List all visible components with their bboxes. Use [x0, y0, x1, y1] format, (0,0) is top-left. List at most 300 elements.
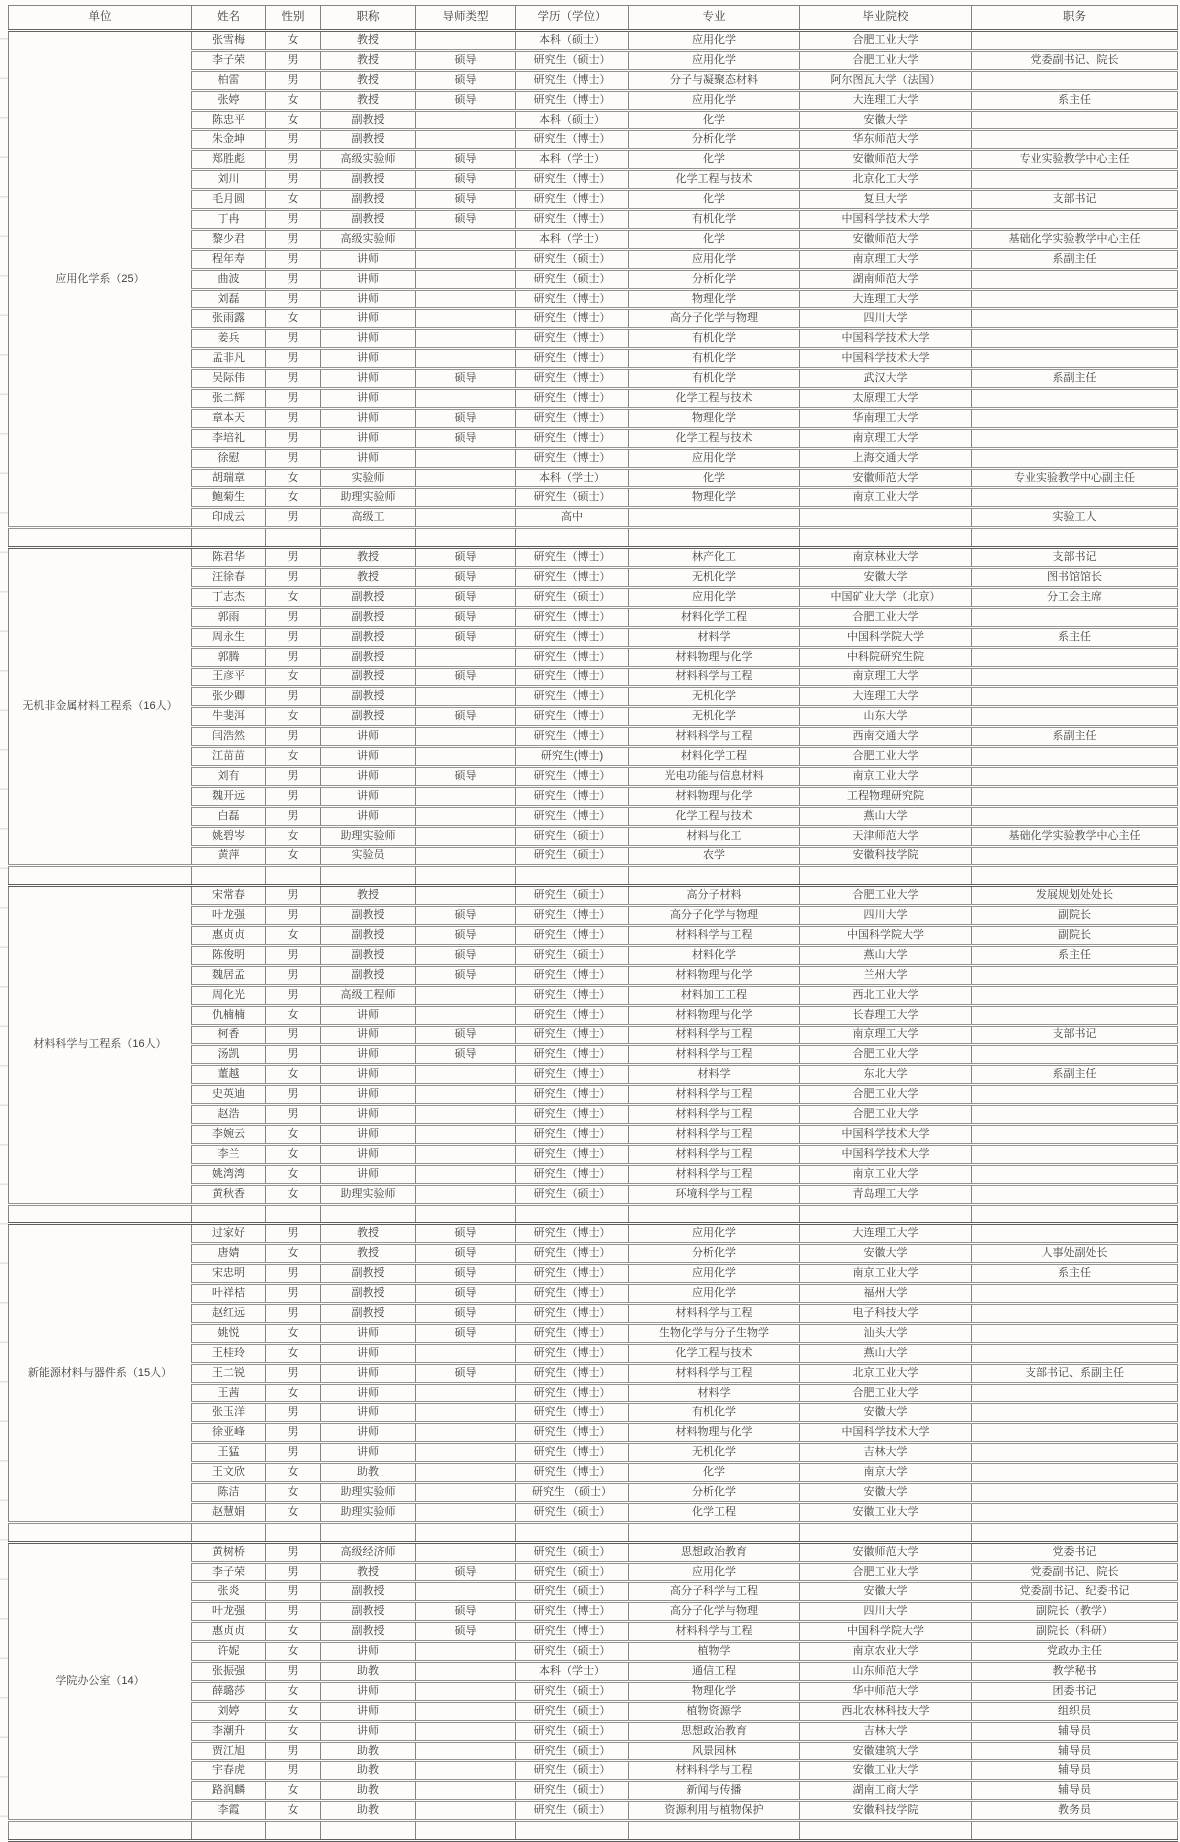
empty-cell — [321, 528, 416, 548]
cell-title: 讲师 — [321, 1443, 416, 1463]
cell-school: 安徽工业大学 — [800, 1761, 972, 1781]
cell-major: 风景园林 — [629, 1741, 800, 1761]
cell-position — [972, 647, 1178, 667]
cell-title: 助教 — [321, 1761, 416, 1781]
cell-position — [972, 1463, 1178, 1483]
empty-cell — [9, 866, 192, 886]
cell-education: 研究生（博士） — [516, 1602, 629, 1622]
cell-school: 合肥工业大学 — [800, 886, 972, 906]
cell-school: 合肥工业大学 — [800, 31, 972, 51]
cell-advisor-type: 硕导 — [416, 1602, 516, 1622]
empty-cell — [516, 1522, 629, 1542]
cell-advisor-type: 硕导 — [416, 1244, 516, 1264]
cell-gender: 女 — [266, 926, 321, 946]
cell-school: 安徽建筑大学 — [800, 1741, 972, 1761]
cell-name: 江苗苗 — [192, 747, 266, 767]
cell-major: 材料物理与化学 — [629, 965, 800, 985]
cell-advisor-type — [416, 1701, 516, 1721]
unit-cell: 应用化学系（25） — [9, 31, 192, 528]
cell-gender: 男 — [266, 369, 321, 389]
cell-major: 应用化学 — [629, 249, 800, 269]
cell-position: 副院长 — [972, 906, 1178, 926]
cell-education: 研究生（博士） — [516, 548, 629, 568]
cell-position: 系主任 — [972, 90, 1178, 110]
cell-name: 许妮 — [192, 1642, 266, 1662]
cell-school: 燕山大学 — [800, 806, 972, 826]
table-row — [9, 31, 1178, 51]
cell-gender: 男 — [266, 1304, 321, 1324]
cell-school: 合肥工业大学 — [800, 1105, 972, 1125]
cell-title: 助教 — [321, 1741, 416, 1761]
cell-education: 高中 — [516, 508, 629, 528]
cell-school: 山东师范大学 — [800, 1662, 972, 1682]
cell-name: 柯香 — [192, 1025, 266, 1045]
cell-position — [972, 1423, 1178, 1443]
cell-name: 柏雷 — [192, 70, 266, 90]
cell-education: 研究生（博士） — [516, 1124, 629, 1144]
cell-major: 高分子化学与物理 — [629, 906, 800, 926]
cell-advisor-type — [416, 448, 516, 468]
cell-gender: 男 — [266, 70, 321, 90]
cell-position: 党委副书记、院长 — [972, 50, 1178, 70]
cell-name: 鲍菊生 — [192, 488, 266, 508]
cell-major: 化学工程 — [629, 1502, 800, 1522]
cell-position — [972, 408, 1178, 428]
cell-advisor-type — [416, 1423, 516, 1443]
cell-gender: 女 — [266, 1681, 321, 1701]
cell-advisor-type — [416, 1741, 516, 1761]
cell-position — [972, 1304, 1178, 1324]
empty-cell — [9, 1821, 192, 1841]
cell-position — [972, 349, 1178, 369]
cell-major: 应用化学 — [629, 448, 800, 468]
cell-position: 教务员 — [972, 1801, 1178, 1821]
cell-education: 研究生（博士） — [516, 1343, 629, 1363]
cell-gender: 男 — [266, 687, 321, 707]
cell-title: 讲师 — [321, 448, 416, 468]
cell-major: 无机化学 — [629, 707, 800, 727]
cell-name: 陈忠平 — [192, 110, 266, 130]
cell-position: 辅导员 — [972, 1781, 1178, 1801]
cell-major: 物理化学 — [629, 1681, 800, 1701]
cell-title: 助教 — [321, 1662, 416, 1682]
cell-advisor-type — [416, 1144, 516, 1164]
cell-gender: 女 — [266, 1502, 321, 1522]
sheet-left-gutter — [0, 0, 8, 1836]
cell-school: 安徽科技学院 — [800, 846, 972, 866]
cell-advisor-type: 硕导 — [416, 170, 516, 190]
cell-position: 基础化学实验教学中心主任 — [972, 229, 1178, 249]
cell-gender: 女 — [266, 468, 321, 488]
empty-cell — [9, 528, 192, 548]
cell-title: 实验员 — [321, 846, 416, 866]
cell-name: 赵浩 — [192, 1105, 266, 1125]
cell-position — [972, 766, 1178, 786]
cell-major: 无机化学 — [629, 687, 800, 707]
cell-major: 植物学 — [629, 1642, 800, 1662]
cell-school: 安徽大学 — [800, 1582, 972, 1602]
cell-title: 副教授 — [321, 926, 416, 946]
cell-major: 应用化学 — [629, 1224, 800, 1244]
cell-advisor-type — [416, 468, 516, 488]
cell-name: 张婷 — [192, 90, 266, 110]
cell-advisor-type: 硕导 — [416, 906, 516, 926]
cell-name: 黄萍 — [192, 846, 266, 866]
cell-position — [972, 1403, 1178, 1423]
cell-gender: 男 — [266, 1582, 321, 1602]
cell-advisor-type — [416, 1443, 516, 1463]
section-separator-row — [9, 1522, 1178, 1542]
empty-cell — [629, 866, 800, 886]
cell-position: 系主任 — [972, 945, 1178, 965]
cell-title: 讲师 — [321, 269, 416, 289]
cell-gender: 男 — [266, 1085, 321, 1105]
cell-advisor-type — [416, 1761, 516, 1781]
cell-title: 高级实验师 — [321, 229, 416, 249]
cell-gender: 男 — [266, 1662, 321, 1682]
cell-position — [972, 786, 1178, 806]
cell-major: 分子与凝聚态材料 — [629, 70, 800, 90]
cell-gender: 女 — [266, 190, 321, 210]
cell-education: 研究生（硕士） — [516, 1781, 629, 1801]
cell-education: 研究生（博士） — [516, 1025, 629, 1045]
cell-title: 教授 — [321, 1224, 416, 1244]
cell-title: 讲师 — [321, 1343, 416, 1363]
cell-gender: 男 — [266, 945, 321, 965]
cell-title: 助理实验师 — [321, 826, 416, 846]
cell-education: 研究生（博士） — [516, 1622, 629, 1642]
cell-title: 讲师 — [321, 1403, 416, 1423]
cell-title: 讲师 — [321, 349, 416, 369]
cell-gender: 男 — [266, 150, 321, 170]
cell-position: 专业实验教学中心副主任 — [972, 468, 1178, 488]
cell-education: 研究生（博士） — [516, 806, 629, 826]
empty-cell — [629, 1821, 800, 1841]
cell-major: 材料科学与工程 — [629, 727, 800, 747]
cell-title: 副教授 — [321, 1264, 416, 1284]
cell-title: 高级工 — [321, 508, 416, 528]
cell-position — [972, 965, 1178, 985]
cell-title: 副教授 — [321, 1622, 416, 1642]
cell-advisor-type: 硕导 — [416, 1622, 516, 1642]
table-row — [9, 1542, 1178, 1562]
cell-school: 四川大学 — [800, 1602, 972, 1622]
cell-title: 教授 — [321, 70, 416, 90]
cell-name: 宇春虎 — [192, 1761, 266, 1781]
cell-gender: 男 — [266, 1224, 321, 1244]
cell-title: 副教授 — [321, 687, 416, 707]
cell-education: 研究生（博士） — [516, 329, 629, 349]
cell-major: 化学 — [629, 229, 800, 249]
cell-title: 助教 — [321, 1801, 416, 1821]
cell-gender: 男 — [266, 548, 321, 568]
cell-education: 研究生（博士） — [516, 1363, 629, 1383]
cell-advisor-type: 硕导 — [416, 90, 516, 110]
cell-position: 党委副书记、纪委书记 — [972, 1582, 1178, 1602]
cell-school: 电子科技大学 — [800, 1304, 972, 1324]
cell-gender: 男 — [266, 906, 321, 926]
empty-cell — [516, 866, 629, 886]
cell-name: 陈君华 — [192, 548, 266, 568]
cell-title: 副教授 — [321, 607, 416, 627]
cell-gender: 男 — [266, 408, 321, 428]
cell-gender: 女 — [266, 1781, 321, 1801]
cell-school: 大连理工大学 — [800, 1224, 972, 1244]
cell-major: 思想政治教育 — [629, 1721, 800, 1741]
cell-title: 助理实验师 — [321, 488, 416, 508]
cell-advisor-type: 硕导 — [416, 1363, 516, 1383]
cell-position: 系副主任 — [972, 727, 1178, 747]
cell-education: 研究生（硕士） — [516, 1801, 629, 1821]
cell-advisor-type: 硕导 — [416, 190, 516, 210]
cell-title: 讲师 — [321, 1721, 416, 1741]
cell-title: 教授 — [321, 1244, 416, 1264]
cell-advisor-type — [416, 1681, 516, 1701]
cell-gender: 男 — [266, 985, 321, 1005]
cell-name: 胡瑞章 — [192, 468, 266, 488]
column-header-major: 专业 — [629, 6, 800, 31]
cell-title: 教授 — [321, 568, 416, 588]
cell-education: 研究生（博士） — [516, 1144, 629, 1164]
table-row — [9, 548, 1178, 568]
cell-school: 合肥工业大学 — [800, 1045, 972, 1065]
empty-cell — [516, 528, 629, 548]
cell-title: 副教授 — [321, 945, 416, 965]
cell-position — [972, 130, 1178, 150]
cell-gender: 男 — [266, 1423, 321, 1443]
cell-education: 本科（硕士） — [516, 110, 629, 130]
cell-name: 姚碧岑 — [192, 826, 266, 846]
cell-advisor-type — [416, 1184, 516, 1204]
cell-position — [972, 1383, 1178, 1403]
cell-education: 研究生（博士） — [516, 1085, 629, 1105]
cell-advisor-type: 硕导 — [416, 1224, 516, 1244]
cell-name: 孟非凡 — [192, 349, 266, 369]
empty-cell — [192, 1821, 266, 1841]
cell-position: 人事处副处长 — [972, 1244, 1178, 1264]
empty-cell — [416, 1204, 516, 1224]
cell-education: 研究生（硕士） — [516, 50, 629, 70]
cell-name: 惠贞贞 — [192, 926, 266, 946]
cell-position — [972, 667, 1178, 687]
cell-school: 西南交通大学 — [800, 727, 972, 747]
cell-major: 无机化学 — [629, 568, 800, 588]
cell-gender: 女 — [266, 1144, 321, 1164]
cell-gender: 男 — [266, 886, 321, 906]
empty-cell — [321, 866, 416, 886]
cell-school: 安徽大学 — [800, 1403, 972, 1423]
cell-position — [972, 1105, 1178, 1125]
cell-position — [972, 1045, 1178, 1065]
cell-major: 材料物理与化学 — [629, 1423, 800, 1443]
cell-education: 研究生（博士） — [516, 448, 629, 468]
cell-education: 研究生（博士） — [516, 1244, 629, 1264]
cell-gender: 男 — [266, 627, 321, 647]
cell-position — [972, 1144, 1178, 1164]
cell-position — [972, 1483, 1178, 1503]
cell-major: 有机化学 — [629, 369, 800, 389]
cell-advisor-type — [416, 1383, 516, 1403]
cell-position: 团委书记 — [972, 1681, 1178, 1701]
cell-gender: 女 — [266, 1483, 321, 1503]
cell-school: 合肥工业大学 — [800, 1562, 972, 1582]
cell-advisor-type: 硕导 — [416, 766, 516, 786]
cell-position: 实验工人 — [972, 508, 1178, 528]
empty-cell — [800, 866, 972, 886]
cell-education: 研究生（博士） — [516, 965, 629, 985]
cell-name: 仇楠楠 — [192, 1005, 266, 1025]
cell-title: 教授 — [321, 1562, 416, 1582]
cell-position: 教学秘书 — [972, 1662, 1178, 1682]
cell-name: 李子荣 — [192, 1562, 266, 1582]
cell-name: 毛月圆 — [192, 190, 266, 210]
cell-major: 材料科学与工程 — [629, 1304, 800, 1324]
empty-cell — [972, 1522, 1178, 1542]
cell-advisor-type — [416, 349, 516, 369]
cell-education: 研究生（博士） — [516, 309, 629, 329]
cell-title: 讲师 — [321, 309, 416, 329]
column-header-position: 职务 — [972, 6, 1178, 31]
unit-cell: 学院办公室（14） — [9, 1542, 192, 1820]
cell-major: 材料物理与化学 — [629, 786, 800, 806]
cell-title: 高级实验师 — [321, 150, 416, 170]
cell-education: 研究生（硕士） — [516, 1681, 629, 1701]
cell-position — [972, 1443, 1178, 1463]
cell-advisor-type: 硕导 — [416, 369, 516, 389]
cell-name: 叶祥桔 — [192, 1284, 266, 1304]
cell-gender: 男 — [266, 1562, 321, 1582]
cell-school: 合肥工业大学 — [800, 607, 972, 627]
cell-name: 宋常春 — [192, 886, 266, 906]
cell-education: 研究生（博士） — [516, 1304, 629, 1324]
cell-gender: 男 — [266, 1542, 321, 1562]
cell-position: 系主任 — [972, 627, 1178, 647]
cell-major: 化学工程与技术 — [629, 428, 800, 448]
cell-position: 党政办主任 — [972, 1642, 1178, 1662]
table-row — [9, 886, 1178, 906]
cell-major: 无机化学 — [629, 1443, 800, 1463]
cell-major: 物理化学 — [629, 488, 800, 508]
cell-gender: 男 — [266, 965, 321, 985]
cell-gender: 女 — [266, 1343, 321, 1363]
cell-major: 植物资源学 — [629, 1701, 800, 1721]
cell-name: 李婉云 — [192, 1124, 266, 1144]
cell-major: 材料科学与工程 — [629, 926, 800, 946]
cell-position: 系副主任 — [972, 369, 1178, 389]
cell-advisor-type — [416, 309, 516, 329]
cell-school: 大连理工大学 — [800, 90, 972, 110]
cell-name: 刘有 — [192, 766, 266, 786]
cell-major: 化学 — [629, 1463, 800, 1483]
cell-school: 阿尔图瓦大学（法国） — [800, 70, 972, 90]
cell-name: 叶龙强 — [192, 906, 266, 926]
cell-name: 史英迪 — [192, 1085, 266, 1105]
cell-school: 中国矿业大学（北京） — [800, 587, 972, 607]
cell-school: 合肥工业大学 — [800, 1085, 972, 1105]
cell-major: 高分子化学与物理 — [629, 309, 800, 329]
cell-major: 化学工程与技术 — [629, 170, 800, 190]
cell-position: 辅导员 — [972, 1721, 1178, 1741]
cell-gender: 男 — [266, 329, 321, 349]
cell-education: 研究生（博士） — [516, 1323, 629, 1343]
cell-advisor-type: 硕导 — [416, 1045, 516, 1065]
cell-school: 中国科学技术大学 — [800, 1144, 972, 1164]
cell-gender: 女 — [266, 587, 321, 607]
cell-major: 资源利用与植物保护 — [629, 1801, 800, 1821]
cell-name: 曲波 — [192, 269, 266, 289]
cell-position — [972, 110, 1178, 130]
cell-gender: 男 — [266, 1741, 321, 1761]
cell-advisor-type — [416, 1343, 516, 1363]
cell-advisor-type — [416, 1542, 516, 1562]
cell-name: 张雪梅 — [192, 31, 266, 51]
cell-major: 化学 — [629, 150, 800, 170]
cell-advisor-type: 硕导 — [416, 408, 516, 428]
cell-major: 材料与化工 — [629, 826, 800, 846]
cell-name: 朱金坤 — [192, 130, 266, 150]
cell-name: 王猛 — [192, 1443, 266, 1463]
cell-education: 研究生（硕士） — [516, 1542, 629, 1562]
cell-major: 材料科学与工程 — [629, 1761, 800, 1781]
cell-name: 牛斐洱 — [192, 707, 266, 727]
cell-major: 高分子化学与物理 — [629, 1602, 800, 1622]
cell-title: 副教授 — [321, 707, 416, 727]
cell-school: 燕山大学 — [800, 945, 972, 965]
cell-gender: 女 — [266, 309, 321, 329]
cell-major: 有机化学 — [629, 1403, 800, 1423]
cell-position: 党委书记 — [972, 1542, 1178, 1562]
cell-advisor-type: 硕导 — [416, 1323, 516, 1343]
cell-gender: 女 — [266, 747, 321, 767]
cell-school: 太原理工大学 — [800, 389, 972, 409]
cell-title: 副教授 — [321, 1602, 416, 1622]
cell-name: 王文欣 — [192, 1463, 266, 1483]
cell-gender: 女 — [266, 826, 321, 846]
cell-gender: 男 — [266, 1264, 321, 1284]
cell-gender: 男 — [266, 1403, 321, 1423]
cell-gender: 男 — [266, 1443, 321, 1463]
empty-cell — [192, 528, 266, 548]
cell-advisor-type — [416, 1124, 516, 1144]
empty-cell — [192, 1204, 266, 1224]
trailing-empty-row — [9, 1821, 1178, 1841]
cell-title: 副教授 — [321, 170, 416, 190]
cell-title: 讲师 — [321, 727, 416, 747]
cell-gender: 男 — [266, 1761, 321, 1781]
cell-title: 讲师 — [321, 1085, 416, 1105]
cell-position: 党委副书记、院长 — [972, 1562, 1178, 1582]
cell-education: 研究生（硕士） — [516, 1741, 629, 1761]
cell-major: 物理化学 — [629, 408, 800, 428]
cell-school: 南京理工大学 — [800, 428, 972, 448]
cell-position: 系副主任 — [972, 1065, 1178, 1085]
cell-name: 丁志杰 — [192, 587, 266, 607]
cell-school: 安徽工业大学 — [800, 1502, 972, 1522]
cell-education: 研究生（博士） — [516, 369, 629, 389]
cell-name: 魏居孟 — [192, 965, 266, 985]
cell-title: 讲师 — [321, 408, 416, 428]
empty-cell — [192, 1522, 266, 1542]
empty-cell — [416, 1821, 516, 1841]
cell-advisor-type: 硕导 — [416, 1304, 516, 1324]
cell-name: 过家好 — [192, 1224, 266, 1244]
empty-cell — [321, 1522, 416, 1542]
cell-name: 唐婧 — [192, 1244, 266, 1264]
cell-school: 中国科学院大学 — [800, 926, 972, 946]
cell-school: 武汉大学 — [800, 369, 972, 389]
cell-title: 讲师 — [321, 1642, 416, 1662]
cell-name: 姚湾湾 — [192, 1164, 266, 1184]
